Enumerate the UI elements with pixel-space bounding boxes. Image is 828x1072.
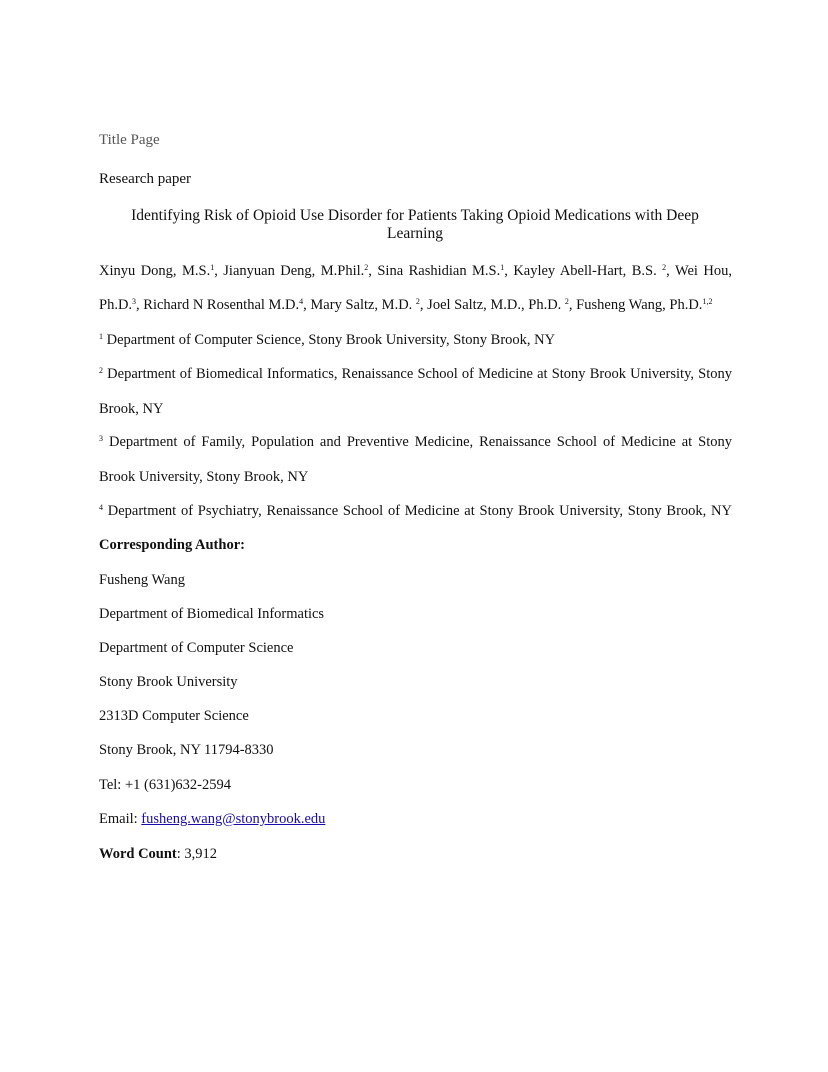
corresponding-city: Stony Brook, NY 11794-8330 bbox=[99, 742, 274, 758]
author-separator: , bbox=[666, 263, 675, 279]
affiliation-1 bbox=[99, 331, 555, 349]
corresponding-dept-1: Department of Biomedical Informatics bbox=[99, 606, 325, 622]
author-name: Xinyu Dong, M.S. bbox=[99, 263, 211, 279]
corresponding-room: 2313D Computer Science bbox=[99, 708, 249, 724]
affiliation-mark: 1,2 bbox=[702, 297, 713, 306]
author-separator: , bbox=[568, 297, 577, 313]
affiliation-2 bbox=[99, 365, 732, 383]
corresponding-dept-2: Department of Computer Science bbox=[99, 640, 294, 656]
affiliation-mark: 2 bbox=[364, 263, 369, 272]
author-separator: , bbox=[368, 263, 378, 279]
affiliation-mark: 2 bbox=[662, 263, 667, 272]
email-link[interactable]: fusheng.wang@stonybrook.edu bbox=[141, 811, 326, 827]
affiliation-number: 2 bbox=[99, 366, 103, 375]
author-name: Joel Saltz, M.D., Ph.D. bbox=[427, 297, 565, 313]
author-separator: , bbox=[136, 297, 144, 313]
author-separator: , bbox=[504, 263, 514, 279]
author-name: Ph.D. bbox=[99, 297, 133, 313]
affiliation-3-continued: Brook University, Stony Brook, NY bbox=[99, 469, 309, 485]
affiliation-mark: 3 bbox=[132, 297, 137, 306]
author-name: Kayley Abell-Hart, B.S. bbox=[513, 263, 663, 279]
affiliation-mark: 2 bbox=[415, 297, 420, 306]
affiliation-number: 1 bbox=[99, 332, 103, 341]
affiliation-3 bbox=[99, 433, 732, 451]
corresponding-tel: Tel: +1 (631)632-2594 bbox=[99, 777, 232, 793]
affiliation-mark: 1 bbox=[210, 263, 215, 272]
affiliation-4 bbox=[99, 502, 732, 520]
affiliation-number: 4 bbox=[99, 503, 103, 512]
paper-type: Research paper bbox=[99, 171, 192, 187]
page-label: Title Page bbox=[99, 132, 160, 148]
corresponding-heading bbox=[99, 536, 245, 554]
affiliation-mark: 4 bbox=[299, 297, 304, 306]
author-name: Richard N Rosenthal M.D. bbox=[143, 297, 300, 313]
author-line-2 bbox=[99, 296, 712, 314]
word-count bbox=[99, 845, 217, 863]
word-count-label: Word Count bbox=[99, 846, 177, 862]
affiliation-text: Department of Family, Population and Preventive Medicine, Renaissance School of Medicine at Stony bbox=[108, 434, 733, 450]
email-label: Email: bbox=[99, 811, 142, 827]
affiliation-text: Department of Biomedical Informatics, Renaissance School of Medicine at Stony Brook University, Stony bbox=[107, 366, 733, 382]
author-separator: , bbox=[214, 263, 224, 279]
affiliation-mark: 2 bbox=[564, 297, 569, 306]
corresponding-university: Stony Brook University bbox=[99, 674, 238, 690]
author-name: Jianyuan Deng, M.Phil. bbox=[223, 263, 365, 279]
corresponding-email-line bbox=[99, 810, 325, 828]
corresponding-name: Fusheng Wang bbox=[99, 572, 185, 588]
affiliation-text: Department of Psychiatry, Renaissance School of Medicine at Stony Brook University, Stony Brook, NY bbox=[107, 503, 732, 519]
author-separator: , bbox=[419, 297, 428, 313]
author-separator: , bbox=[303, 297, 311, 313]
author-name: Mary Saltz, M.D. bbox=[310, 297, 416, 313]
word-count-value: : 3,912 bbox=[176, 846, 218, 862]
author-name: Fusheng Wang, Ph.D. bbox=[576, 297, 703, 313]
paper-title: Identifying Risk of Opioid Use Disorder for Patients Taking Opioid Medications with Deep Learning bbox=[131, 207, 699, 242]
affiliation-number: 3 bbox=[99, 434, 103, 443]
author-line-1 bbox=[99, 262, 732, 280]
affiliation-mark: 1 bbox=[500, 263, 505, 272]
author-name: Wei Hou, bbox=[674, 263, 733, 279]
affiliation-2-continued: Brook, NY bbox=[99, 401, 164, 417]
author-name: Sina Rashidian M.S. bbox=[377, 263, 501, 279]
corresponding-heading-text: Corresponding Author: bbox=[99, 537, 245, 553]
affiliation-text: Department of Computer Science, Stony Brook University, Stony Brook, NY bbox=[106, 332, 556, 348]
